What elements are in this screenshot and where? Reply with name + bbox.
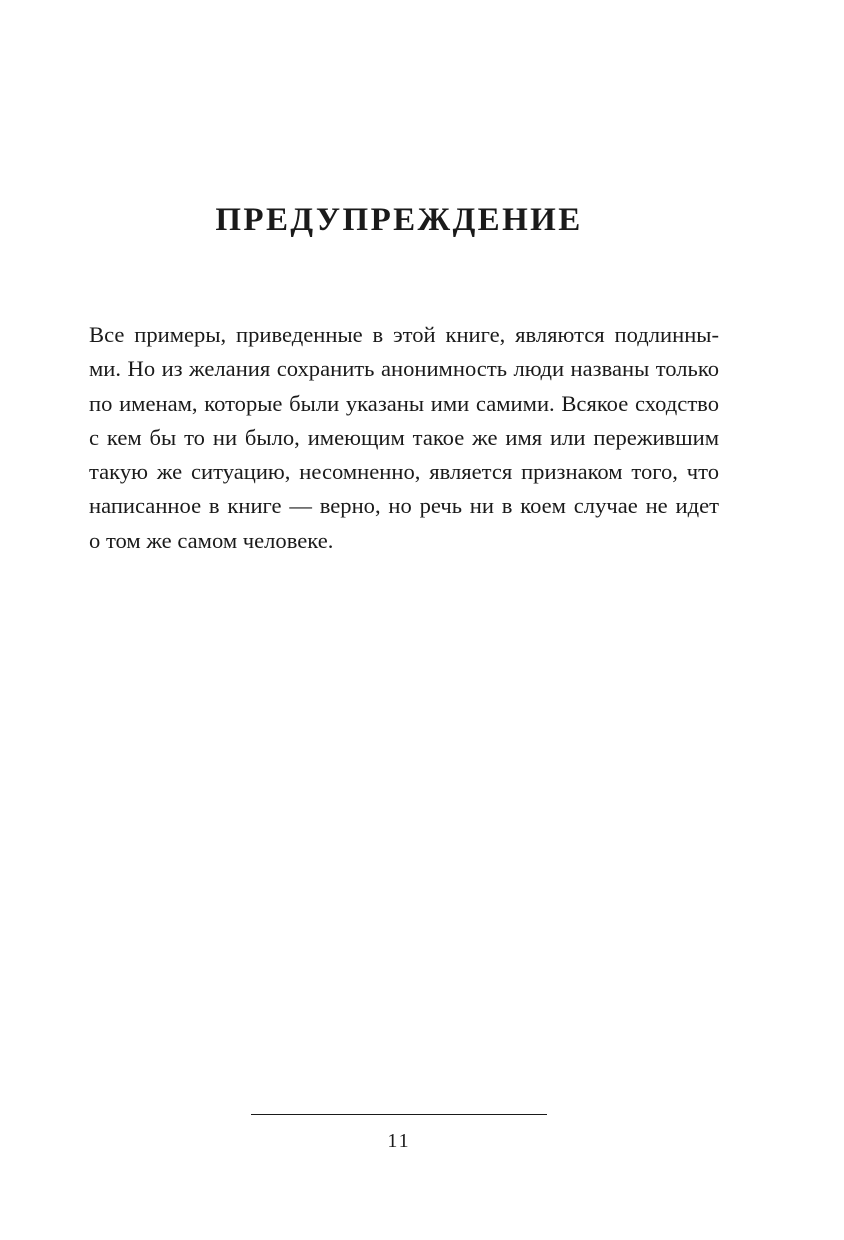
disclaimer-paragraph	[89, 318, 719, 558]
page-number: 11	[387, 1130, 411, 1152]
paragraph-line: Все примеры, приведенные в этой книге, являются подлинны-	[89, 322, 719, 347]
paragraph-line: о том же самом человеке.	[89, 527, 334, 553]
paragraph-line: написанное в книге — верно, но речь ни в коем случае не идет	[89, 493, 719, 519]
paragraph-line: с кем бы то ни было, имеющим такое же имя или пережившим	[89, 424, 719, 450]
paragraph-line: по именам, которые были указаны ими самими. Всякое сходство	[89, 390, 719, 416]
paragraph-line: ми. Но из желания сохранить анонимность люди названы только	[89, 356, 719, 382]
paragraph-line: такую же ситуацию, несомненно, является признаком того, что	[89, 459, 719, 485]
footer-rule	[251, 1114, 547, 1115]
page-title: ПРЕДУПРЕЖДЕНИЕ	[215, 202, 583, 238]
